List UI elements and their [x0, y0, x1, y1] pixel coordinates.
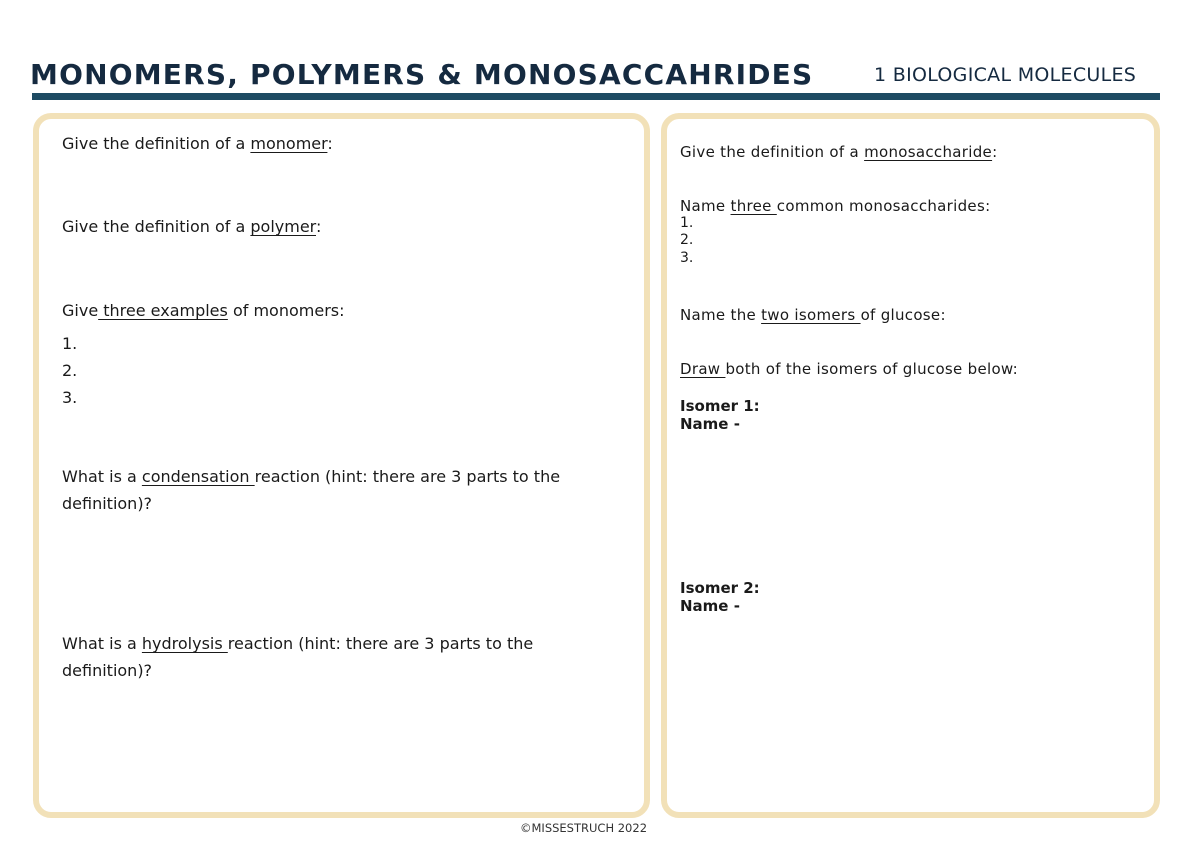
- copyright-bottom: ©MISSESTRUCH 2022: [520, 821, 648, 835]
- question-keyword: hydrolysis: [141, 634, 228, 653]
- list-item: 3.: [62, 388, 78, 407]
- question-text: reaction (hint: there are 3 parts to the: [227, 634, 534, 653]
- question-text: Give the definition of a: [680, 143, 865, 161]
- question-keyword: monomer: [250, 134, 328, 153]
- question-text: :: [327, 134, 333, 153]
- question-text: Give the definition of a: [62, 134, 251, 153]
- question-text: definition)?: [62, 661, 153, 680]
- question-keyword: three: [730, 197, 777, 215]
- question-text: Give the definition of a: [62, 217, 251, 236]
- question-keyword: monosaccharide: [864, 143, 993, 161]
- list-item: 1.: [62, 334, 78, 353]
- left-panel: [33, 113, 650, 818]
- page-subtitle: 1 BIOLOGICAL MOLECULES: [874, 64, 1137, 86]
- question-text: :: [315, 217, 322, 236]
- question-text: Name the: [680, 306, 762, 324]
- isomer-2-name: Name -: [680, 597, 740, 615]
- isomer-2-label: Isomer 2:: [680, 579, 760, 597]
- question-keyword: Draw: [680, 360, 726, 378]
- question-text: of glucose:: [860, 306, 946, 324]
- isomer-1-name: Name -: [680, 415, 740, 433]
- question-keyword: condensation: [141, 467, 255, 486]
- list-item: 1.: [680, 215, 694, 231]
- page-title: MONOMERS, POLYMERS & MONOSACCAHRIDES: [30, 58, 814, 91]
- list-item: 2.: [62, 361, 78, 380]
- question-text: common monosaccharides:: [776, 197, 991, 215]
- question-polymer-definition: [62, 213, 321, 240]
- question-text: of monomers:: [227, 301, 345, 320]
- question-condensation-reaction: [62, 463, 632, 517]
- question-monosaccharide-definition: [680, 143, 997, 161]
- question-text: Name: [680, 197, 731, 215]
- question-three-monosaccharides: [680, 197, 990, 215]
- question-draw-isomers: [680, 360, 1018, 378]
- question-hydrolysis-reaction: [62, 630, 632, 684]
- question-keyword: three examples: [98, 301, 228, 320]
- question-text: What is a: [62, 634, 142, 653]
- question-text: reaction (hint: there are 3 parts to the: [254, 467, 561, 486]
- question-text: definition)?: [62, 494, 153, 513]
- question-keyword: polymer: [250, 217, 316, 236]
- question-text: :: [992, 143, 998, 161]
- right-panel: [661, 113, 1160, 818]
- question-keyword: two isomers: [761, 306, 861, 324]
- question-text: Give: [62, 301, 99, 320]
- question-monomer-definition: [62, 130, 333, 157]
- list-item: 3.: [680, 250, 694, 266]
- title-divider: [32, 93, 1160, 100]
- question-monomer-examples: [62, 297, 345, 324]
- question-text: What is a: [62, 467, 142, 486]
- list-item: 2.: [680, 232, 694, 248]
- question-text: both of the isomers of glucose below:: [725, 360, 1019, 378]
- question-glucose-isomers: [680, 306, 946, 324]
- isomer-1-label: Isomer 1:: [680, 397, 760, 415]
